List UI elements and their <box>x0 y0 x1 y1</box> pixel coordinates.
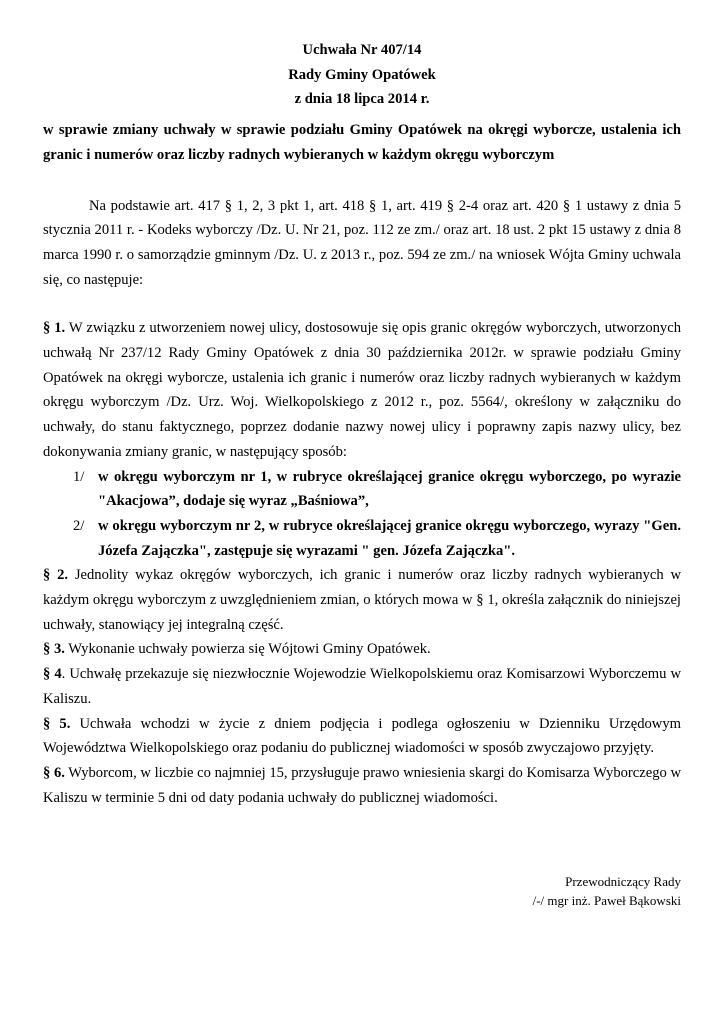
item-text: w okręgu wyborczym nr 2, w rubryce określającej granice okręgu wyborczego, wyrazy "Gen. Józefa Zajączka", zastępuje się wyrazami " gen. Józefa Zajączka". <box>98 517 681 559</box>
section-6-text: Wyborcom, w liczbie co najmniej 15, przysługuje prawo wniesienia skargi do Komisarza Wyborczego w Kaliszu w terminie 5 dni od daty podania uchwały do publicznej wiadomości. <box>43 764 681 806</box>
preamble: Na podstawie art. 417 § 1, 2, 3 pkt 1, art. 418 § 1, art. 419 § 2-4 oraz art. 420 § 1 ustawy z dnia 5 stycznia 2011 r. - Kodeks wyborczy /Dz. U. Nr 21, poz. 112 ze zm./ oraz art. 18 ust. 2 pkt 15 ustawy z dnia 8 marca 1990 r. o samorządzie gminnym /Dz. U. z 2013 r., poz. 594 ze zm./ na wniosek Wójta Gminy uchwala się, co następuje: <box>43 197 681 288</box>
signature-role: Przewodniczący Rady <box>565 874 681 889</box>
item-text: w okręgu wyborczym nr 1, w rubryce określającej granice okręgu wyborczego, po wyrazie "Akacjowa”, dodaje się wyraz „Baśniowa”, <box>98 468 681 510</box>
section-3 <box>43 637 681 662</box>
section-3-text: Wykonanie uchwały powierza się Wójtowi Gminy Opatówek. <box>64 641 431 658</box>
resolution-issuer: Rady Gminy Opatówek <box>288 66 436 83</box>
item-number: 1/ <box>73 468 85 485</box>
section-6 <box>43 761 681 810</box>
section-4-marker: § 4 <box>43 666 62 683</box>
section-2-text: Jednolity wykaz okręgów wyborczych, ich granic i numerów oraz liczby radnych wybieranych w każdym okręgu wyborczym z uwzględnieniem zmian, o których mowa w § 1, określa załącznik do niniejszej uchwały, stanowiący jej integralną część. <box>43 567 682 633</box>
section-1 <box>43 316 681 464</box>
signature-block <box>533 872 681 910</box>
section-1-item-2 <box>43 514 681 563</box>
section-1-item-1 <box>43 465 681 514</box>
signature-name: /-/ mgr inż. Paweł Bąkowski <box>532 893 681 908</box>
resolution-subject: w sprawie zmiany uchwały w sprawie podziału Gminy Opatówek na okręgi wyborcze, ustalenia ich granic i numerów oraz liczby radnych wybieranych w każdym okręgu wyborczym <box>43 122 681 163</box>
section-5 <box>43 712 681 761</box>
resolution-title: Uchwała Nr 407/14 <box>302 42 422 58</box>
section-3-marker: § 3. <box>43 641 65 658</box>
section-5-text: Uchwała wchodzi w życie z dniem podjęcia i podlega ogłoszeniu w Dzienniku Urzędowym Województwa Wielkopolskiego oraz podaniu do publicznej wiadomości w sposób zwyczajowo przyjęty. <box>43 715 681 757</box>
section-1-text: W związku z utworzeniem nowej ulicy, dostosowuje się opis granic okręgów wyborczych, utworzonych uchwałą Nr 237/12 Rady Gminy Opatówek z dnia 30 października 2012r. w sprawie podziału Gminy Opatówek na okręgi wyborcze, ustalenia ich granic i numerów oraz liczby radnych wybieranych w każdym okręgu wyborczym /Dz. Urz. Woj. Wielkopolskiego z 2012 r., poz. 5564/, określony w załączniku do uchwały, do stanu faktycznego, poprzez dodanie nazwy nowej ulicy i poprawny zapis nazwy ulicy, bez dokonywania zmiany granic, w następujący sposób: <box>43 320 682 460</box>
section-5-marker: § 5. <box>43 715 71 732</box>
section-6-marker: § 6. <box>43 764 65 781</box>
document-page <box>43 38 681 810</box>
section-4-text: . Uchwałę przekazuje się niezwłocznie Wojewodzie Wielkopolskiemu oraz Komisarzowi Wyborczemu w Kaliszu. <box>43 666 681 707</box>
section-4 <box>43 662 681 711</box>
item-number: 2/ <box>73 517 85 534</box>
section-1-marker: § 1. <box>43 320 66 337</box>
section-2-marker: § 2. <box>43 567 69 584</box>
section-2 <box>43 563 681 637</box>
resolution-date: z dnia 18 lipca 2014 r. <box>294 91 430 108</box>
